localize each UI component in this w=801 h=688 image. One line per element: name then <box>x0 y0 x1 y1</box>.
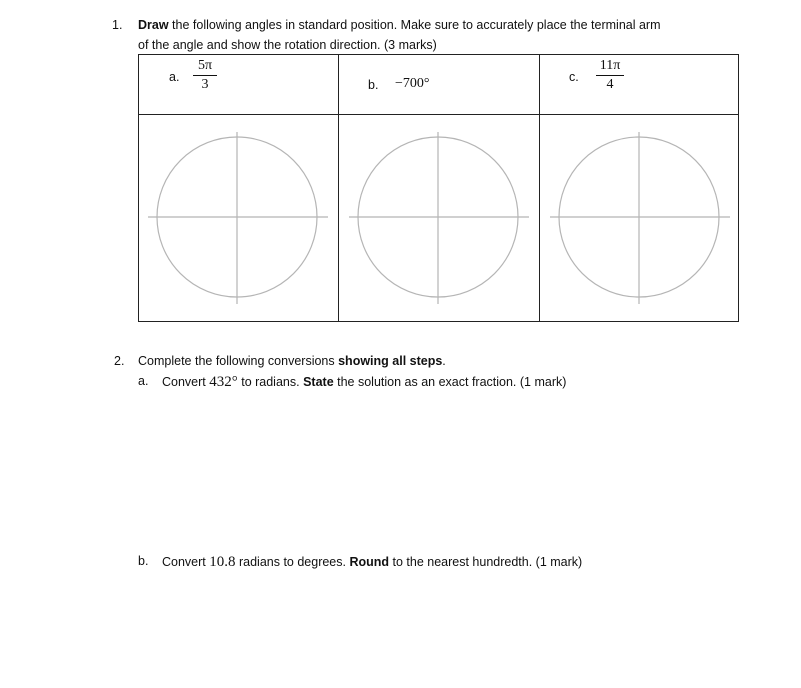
question-2-number: 2. <box>114 354 125 368</box>
part-2b-value: 10.8 <box>209 554 236 570</box>
unit-circle-axes-a <box>148 128 328 308</box>
unit-circle-axes-b <box>349 128 529 308</box>
part-2a-instruction <box>162 374 566 391</box>
unit-circle-axes-c <box>550 128 730 308</box>
fraction-bar <box>596 75 624 76</box>
part-a-denominator: 3 <box>201 77 209 92</box>
part-2b-letter: b. <box>138 554 149 568</box>
part-a-letter: a. <box>169 70 180 84</box>
part-2a-mid: to radians. <box>237 375 304 389</box>
table-column-divider <box>539 54 540 322</box>
part-c-fraction <box>596 58 624 93</box>
part-2b-instruction <box>162 554 582 571</box>
part-a-fraction <box>193 58 217 93</box>
table-column-divider <box>338 54 339 322</box>
question-1-number: 1. <box>112 18 123 32</box>
part-c-letter: c. <box>569 70 579 84</box>
part-2b-pre: Convert <box>162 555 210 569</box>
question-2-heading-text: Complete the following conversions <box>138 354 339 368</box>
question-2-heading-end: . <box>442 354 446 368</box>
part-2b-mid: radians to degrees. <box>235 555 350 569</box>
part-c-numerator: 11π <box>599 58 621 73</box>
part-b-angle: −700° <box>395 76 430 91</box>
question-1-instructions-line1 <box>138 18 661 32</box>
part-2a-value: 432° <box>209 374 238 390</box>
part-2a-letter: a. <box>138 374 149 388</box>
question-1-line1-text: the following angles in standard position. Make sure to accurately place the terminal arm <box>168 18 661 32</box>
fraction-bar <box>193 75 217 76</box>
part-2b-post: to the nearest hundredth. (1 mark) <box>389 555 583 569</box>
part-2b-bold: Round <box>349 555 390 569</box>
table-row-divider <box>138 114 739 115</box>
part-2a-pre: Convert <box>162 375 210 389</box>
question-1-verb: Draw <box>138 18 169 32</box>
part-2a-bold: State <box>303 375 334 389</box>
part-a-numerator: 5π <box>197 58 213 73</box>
question-1-instructions-line2: of the angle and show the rotation direction. (3 marks) <box>138 38 437 52</box>
part-2a-post: the solution as an exact fraction. (1 mark) <box>333 375 567 389</box>
part-c-denominator: 4 <box>606 77 614 92</box>
question-2-heading <box>138 354 446 368</box>
question-2-heading-bold: showing all steps <box>338 354 443 368</box>
part-b-letter: b. <box>368 78 379 92</box>
